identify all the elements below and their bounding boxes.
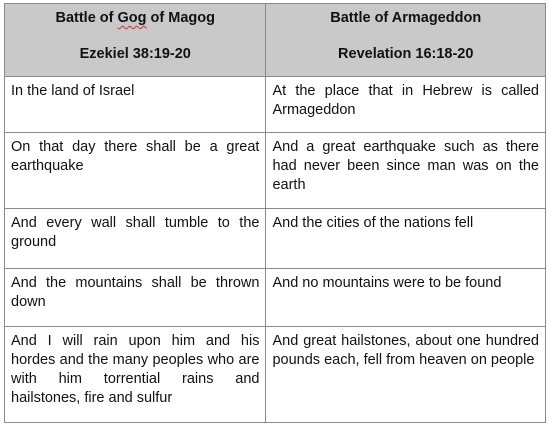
header-title-part: of Magog	[146, 10, 215, 26]
cell-text: At the place that in Hebrew is called Armageddon	[272, 83, 539, 118]
table-row	[5, 327, 546, 423]
table-cell-left	[5, 133, 266, 209]
table-cell-left	[5, 77, 266, 133]
header-cell-armageddon	[266, 4, 546, 77]
header-title-gog-word: Gog	[117, 10, 147, 26]
cell-text: And the mountains shall be thrown down	[11, 275, 260, 310]
table-cell-right	[266, 77, 546, 133]
table-row	[5, 77, 546, 133]
cell-text: And I will rain upon him and his hordes and the many peoples who are with him torrential rains and hailstones, fire and sulfur	[11, 333, 260, 406]
table-row	[5, 133, 546, 209]
cell-text: And every wall shall tumble to the ground	[11, 215, 260, 250]
table-cell-right	[266, 133, 546, 209]
comparison-table	[4, 3, 546, 423]
header-row	[5, 4, 546, 77]
header-title-gog-magog	[5, 4, 265, 27]
header-reference-revelation: Revelation 16:18-20	[338, 46, 474, 62]
cell-text: In the land of Israel	[11, 83, 135, 99]
header-title-part: Battle of	[55, 10, 118, 26]
table-cell-left	[5, 327, 266, 423]
cell-text: And the cities of the nations fell	[272, 215, 474, 231]
table-cell-right	[266, 209, 546, 269]
table-row	[5, 269, 546, 327]
cell-text: And no mountains were to be found	[272, 275, 502, 291]
table-cell-left	[5, 269, 266, 327]
table-cell-right	[266, 327, 546, 423]
header-title-armageddon: Battle of Armageddon	[330, 10, 482, 26]
header-cell-gog-magog	[5, 4, 266, 77]
cell-text: And great hailstones, about one hundred pounds each, fell from heaven on people	[272, 333, 539, 368]
cell-text: On that day there shall be a great earthquake	[11, 139, 260, 174]
header-reference-ezekiel: Ezekiel 38:19-20	[79, 46, 191, 62]
cell-text: And a great earthquake such as there had never been since man was on the earth	[272, 139, 539, 193]
table-row	[5, 209, 546, 269]
table-cell-right	[266, 269, 546, 327]
table-cell-left	[5, 209, 266, 269]
